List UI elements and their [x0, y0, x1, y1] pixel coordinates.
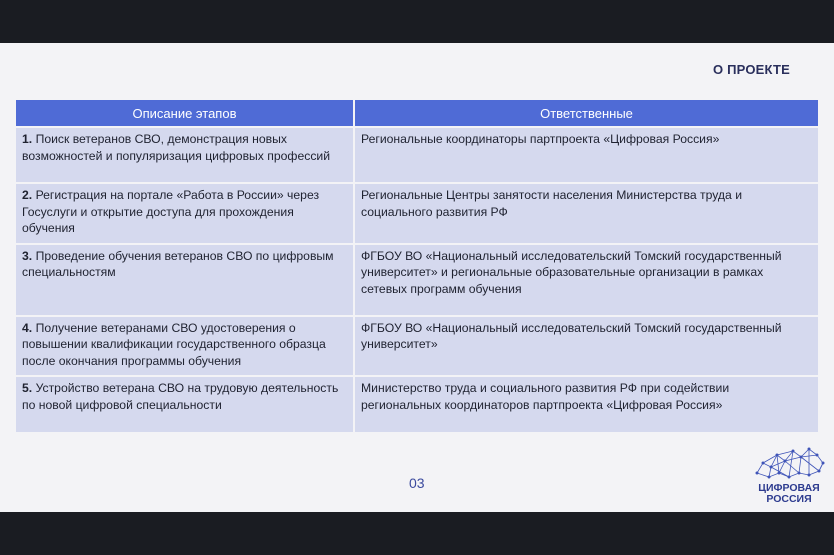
stage-number: 2.	[22, 188, 33, 202]
column-header-responsible: Ответственные	[354, 100, 818, 127]
stage-text: Устройство ветерана СВО на трудовую деятельность по новой цифровой специальности	[22, 381, 339, 412]
table-row	[16, 244, 818, 316]
responsible-cell: Региональные Центры занятости населения Министерства труда и социального развития РФ	[354, 183, 818, 244]
page-number: 03	[409, 475, 425, 491]
logo-text	[749, 483, 829, 505]
stage-text: Поиск ветеранов СВО, демонстрация новых возможностей и популяризация цифровых профессий	[22, 132, 331, 163]
responsible-cell: Министерство труда и социального развития РФ при содействии региональных координаторов партпроекта «Цифровая Россия»	[354, 376, 818, 432]
table-row	[16, 316, 818, 377]
table-row	[16, 376, 818, 432]
stage-text: Получение ветеранами СВО удостоверения о повышении квалификации государственного образца после окончания программы обучения	[22, 320, 326, 368]
logo-line-1: ЦИФРОВАЯ	[758, 482, 820, 494]
stage-cell	[16, 376, 354, 432]
column-header-stages: Описание этапов	[16, 100, 354, 127]
logo	[749, 443, 829, 509]
table-header-row	[16, 100, 818, 127]
stage-number: 1.	[22, 132, 33, 146]
stage-cell	[16, 244, 354, 316]
stage-text: Регистрация на портале «Работа в России» через Госуслуги и открытие доступа для прохождения обучения	[22, 188, 320, 235]
logo-line-2: РОССИЯ	[766, 493, 812, 505]
table-row	[16, 127, 818, 183]
stage-number: 5.	[22, 381, 33, 395]
stage-cell	[16, 316, 354, 377]
stage-number: 4.	[22, 320, 33, 335]
stage-text: Проведение обучения ветеранов СВО по цифровым специальностям	[22, 248, 334, 279]
russia-network-map-icon	[749, 443, 829, 483]
stage-cell	[16, 127, 354, 183]
section-title: О ПРОЕКТЕ	[712, 62, 790, 77]
stage-cell	[16, 183, 354, 244]
table-row	[16, 183, 818, 244]
slide	[0, 43, 834, 512]
responsible-cell: Региональные координаторы партпроекта «Цифровая Россия»	[354, 127, 818, 183]
responsible-cell: ФГБОУ ВО «Национальный исследовательский Томский государственный университет»	[354, 316, 818, 377]
responsible-cell: ФГБОУ ВО «Национальный исследовательский Томский государственный университет» и региональные образовательные организации в рамках сетевых программ обучения	[354, 244, 818, 316]
stage-number: 3.	[22, 248, 33, 263]
stages-table	[16, 100, 818, 432]
